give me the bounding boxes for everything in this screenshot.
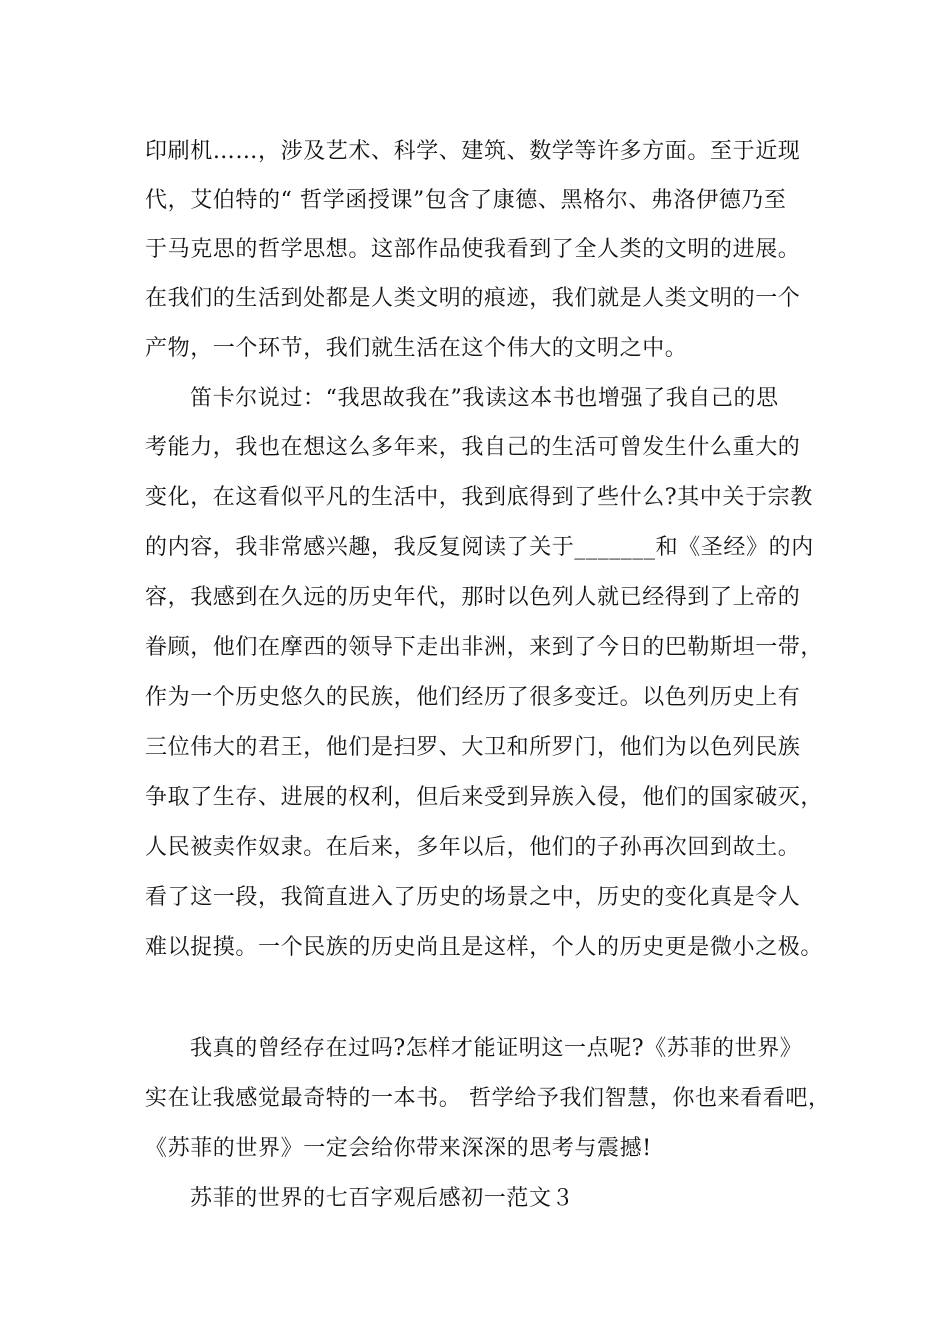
text-line: 产物，一个环节，我们就生活在这个伟大的文明之中。 [145, 336, 688, 361]
text-line: 《苏菲的世界》一定会给你带来深深的思考与震撼! [145, 1136, 652, 1161]
text-line: 看了这一段，我简直进入了历史的场景之中，历史的变化真是令人 [145, 885, 801, 910]
text-line: 三位伟大的君王，他们是扫罗、大卫和所罗门，他们为以色列民族 [145, 735, 801, 760]
text-line: 的内容，我非常感兴趣，我反复阅读了关于_______和《圣经》的内 [145, 535, 814, 560]
text-line: 在我们的生活到处都是人类文明的痕迹，我们就是人类文明的一个 [145, 286, 801, 311]
text-line: 笛卡尔说过：“我思故我在”我读这本书也增强了我自己的思 [190, 386, 779, 411]
text-line: 容，我感到在久远的历史年代，那时以色列人就已经得到了上帝的 [145, 585, 801, 610]
text-line: 人民被卖作奴隶。在后来，多年以后，他们的子孙再次回到故土。 [145, 835, 801, 860]
section-heading: 苏菲的世界的七百字观后感初一范文３ [190, 1186, 575, 1211]
text-line: 难以捉摸。一个民族的历史尚且是这样，个人的历史更是微小之极。 [145, 935, 824, 960]
text-line: 变化，在这看似平凡的生活中，我到底得到了些什么?其中关于宗教 [145, 485, 813, 510]
text-line: 争取了生存、进展的权利，但后来受到异族入侵，他们的国家破灭， [145, 785, 824, 810]
text-line: 代，艾伯特的“ 哲学函授课”包含了康德、黑格尔、弗洛伊德乃至 [145, 188, 787, 213]
text-line: 考能力，我也在想这么多年来，我自己的生活可曾发生什么重大的 [145, 435, 801, 460]
text-line: 眷顾，他们在摩西的领导下走出非洲，来到了今日的巴勒斯坦一带， [145, 635, 824, 660]
text-line: 实在让我感觉最奇特的一本书。 哲学给予我们智慧，你也来看看吧， [145, 1086, 831, 1111]
text-line: 于马克思的哲学思想。这部作品使我看到了全人类的文明的进展。 [145, 237, 801, 262]
text-line: 作为一个历史悠久的民族，他们经历了很多变迁。以色列历史上有 [145, 685, 801, 710]
text-line: 我真的曾经存在过吗?怎样才能证明这一点呢?《苏菲的世界》 [190, 1036, 803, 1061]
text-line: 印刷机……，涉及艺术、科学、建筑、数学等许多方面。至于近现 [145, 139, 801, 164]
